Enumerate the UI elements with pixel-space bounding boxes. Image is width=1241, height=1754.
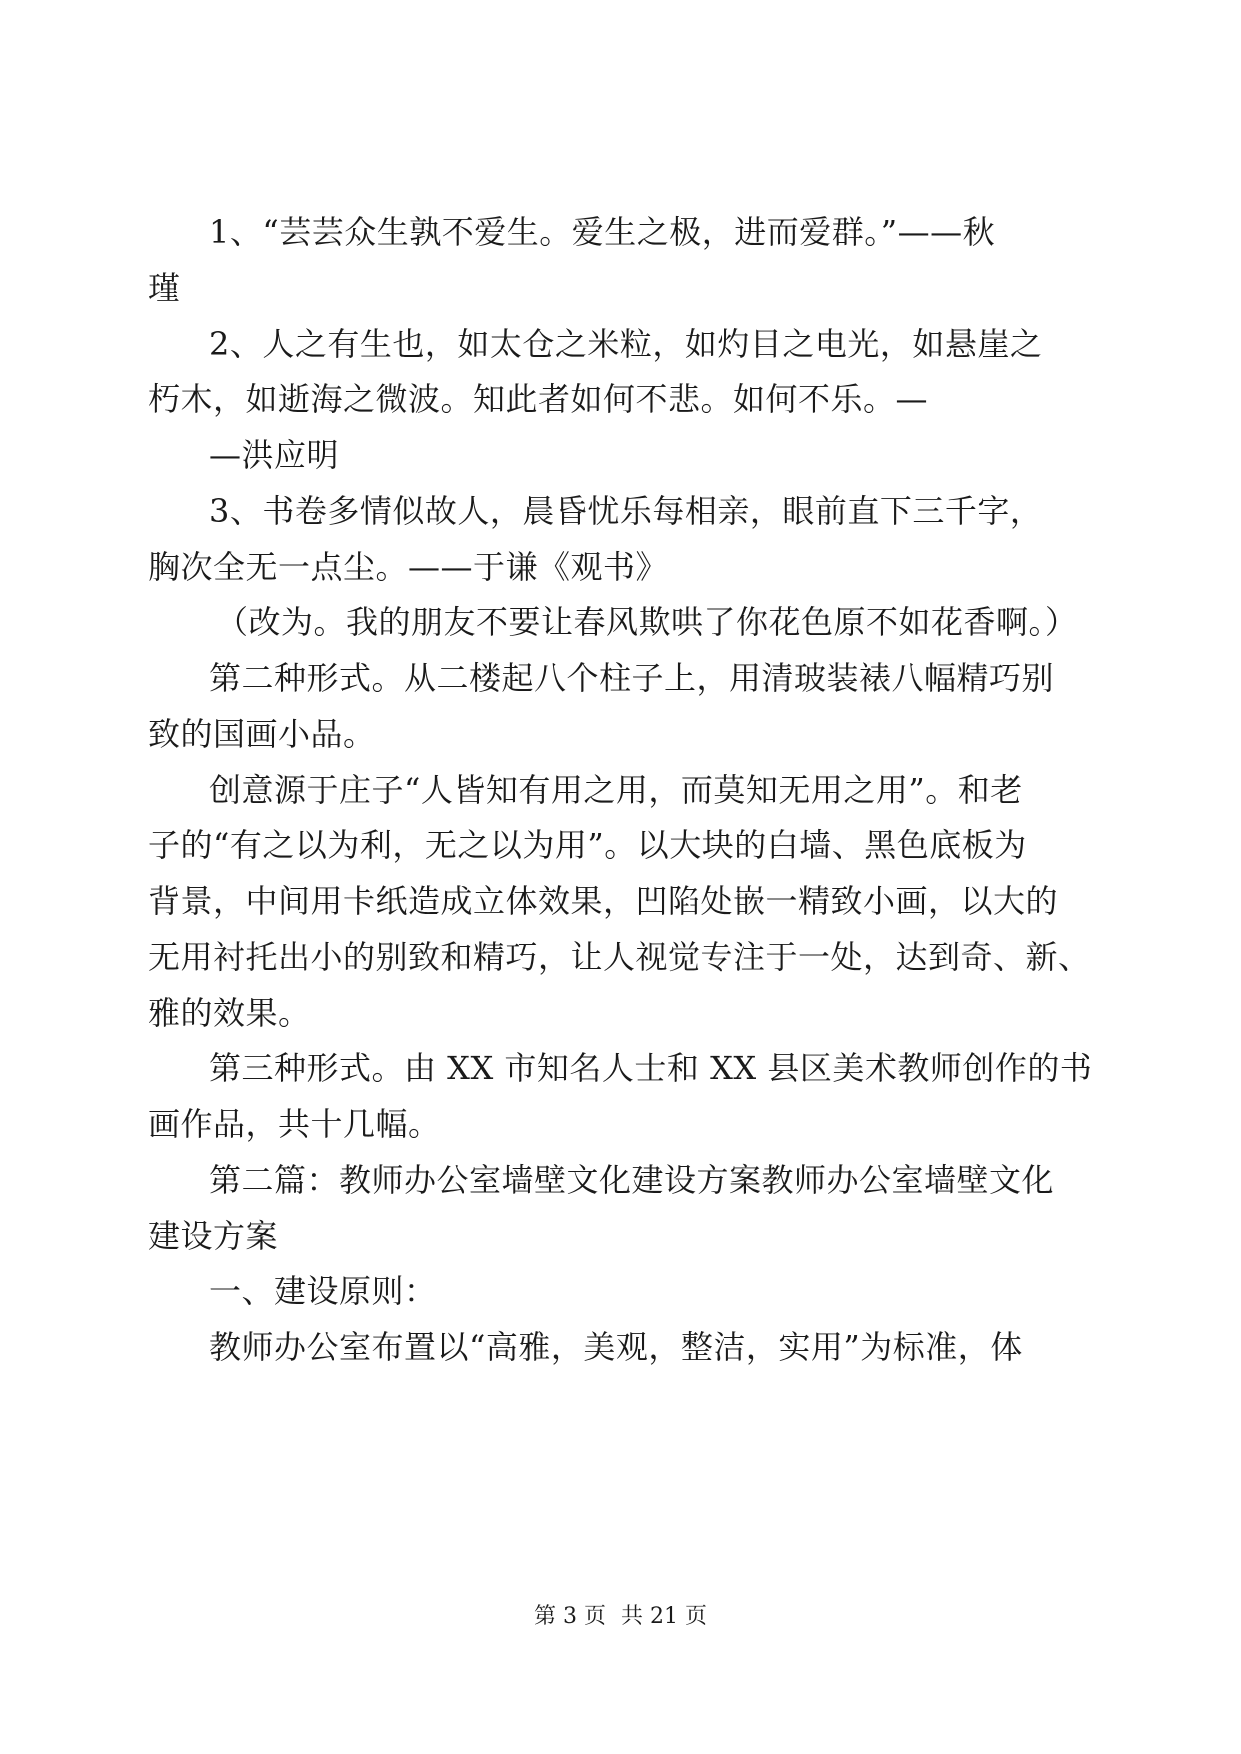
text-line: 瑾 (148, 269, 181, 307)
text-line: 雅的效果。 (148, 994, 311, 1032)
page-number: 第 3 页 (534, 1604, 606, 1629)
text-line: 建设方案 (148, 1217, 279, 1255)
page-footer (0, 1602, 1241, 1632)
text-line: 1、“芸芸众生孰不爱生。爱生之极，进而爱群。”——秋 (209, 213, 996, 251)
text-line: 子的“有之以为利，无之以为用”。以大块的白墙、黑色底板为 (148, 826, 1027, 864)
text-line: —洪应明 (209, 436, 340, 474)
text-line: 第二种形式。从二楼起八个柱子上，用清玻装裱八幅精巧别 (209, 659, 1055, 697)
text-line: 朽木，如逝海之微波。知此者如何不悲。如何不乐。— (148, 380, 929, 418)
text-line: 背景，中间用卡纸造成立体效果，凹陷处嵌一精致小画，以大的 (148, 882, 1059, 920)
text-line: 2、人之有生也，如太仓之米粒，如灼目之电光，如悬崖之 (209, 325, 1043, 363)
text-line: 教师办公室布置以“高雅，美观，整洁，实用”为标准，体 (209, 1328, 1023, 1366)
text-line: 第二篇：教师办公室墙壁文化建设方案教师办公室墙壁文化 (209, 1161, 1055, 1199)
section-heading: 一、建设原则： (209, 1272, 437, 1310)
text-line: 无用衬托出小的别致和精巧，让人视觉专注于一处，达到奇、新、 (148, 938, 1091, 976)
text-line: 第三种形式。由 XX 市知名人士和 XX 县区美术教师创作的书 (209, 1049, 1093, 1087)
text-line: 致的国画小品。 (148, 715, 376, 753)
page-total: 共 21 页 (621, 1604, 707, 1629)
text-line: 3、书卷多情似故人，晨昏忧乐每相亲，眼前直下三千字， (209, 492, 1043, 530)
text-line: 胸次全无一点尘。——于谦《观书》 (148, 548, 669, 586)
text-line: （改为。我的朋友不要让春风欺哄了你花色原不如花香啊。） (216, 603, 1078, 641)
text-line: 画作品，共十几幅。 (148, 1105, 441, 1143)
text-line: 创意源于庄子“人皆知有用之用，而莫知无用之用”。和老 (209, 771, 1023, 809)
